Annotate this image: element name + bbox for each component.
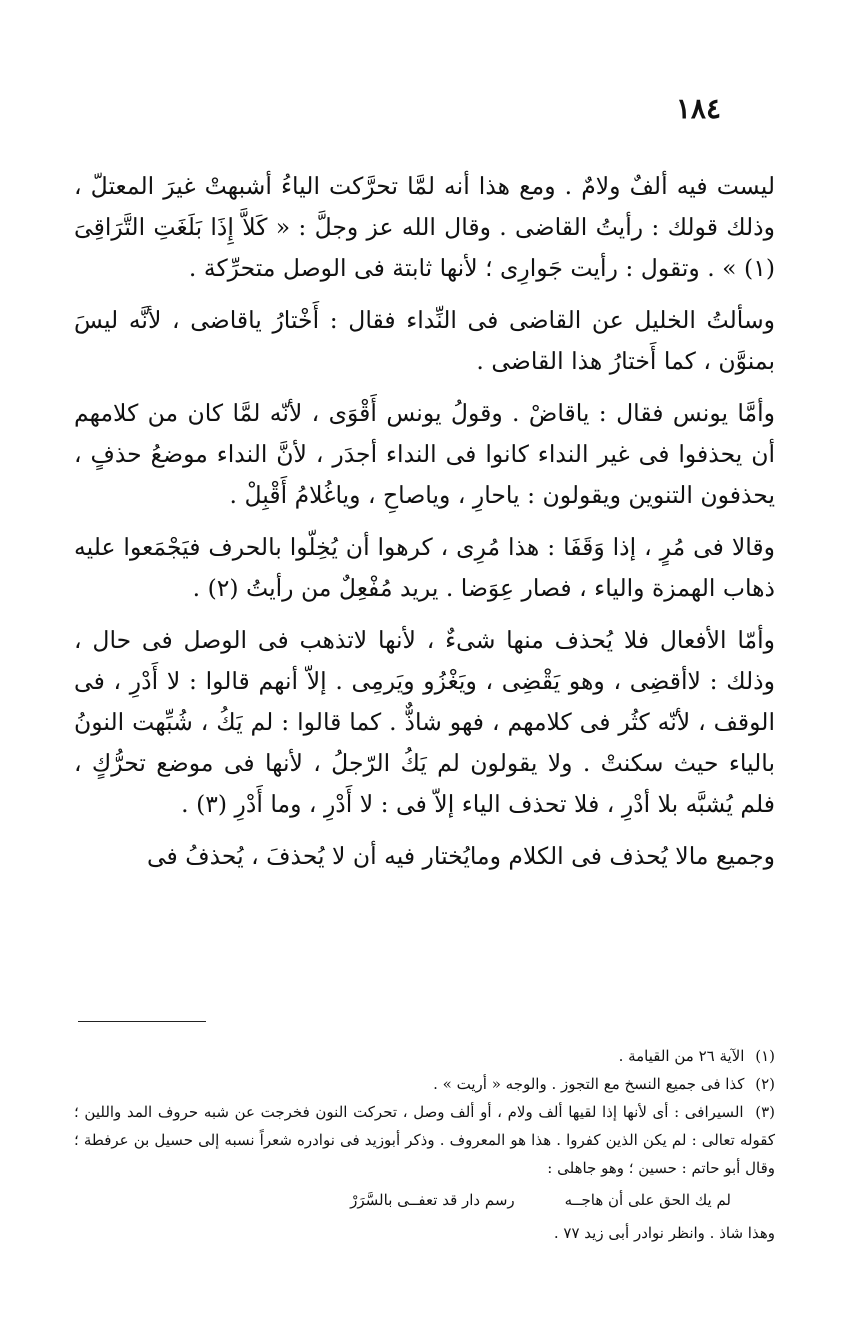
paragraph: وقالا فى مُرٍ ، إذا وَقَفَا : هذا مُرِى ، كرهوا أن يُخِلّوا بالحرف فيَجْمَعوا عليه ذهاب الهمزة والياء ، فصار عِوَضا . يريد مُفْعِلٌ من رأيتُ (٢) .	[74, 533, 775, 602]
footnote-text: السيرافى : أى لأنها إذا لقيها ألف ولام ، أو ألف وصل ، تحركت النون فخرجت عن شبه حروف المد واللين ؛ كقوله تعالى : لم يكن الذين كفروا . هذا هو المعروف . وذكر أبوزيد فى نوادره شعراً نسبه إلى حسيل بن عرفطة ؛ وقال أبو حاتم : حسين ؛ وهو جاهلى :	[74, 1103, 775, 1177]
footnote-2	[74, 1070, 775, 1098]
footnote-number: (٢)	[755, 1075, 775, 1093]
main-text	[74, 166, 775, 877]
footnote-text: الآية ٢٦ من القيامة .	[618, 1047, 745, 1065]
footnote-1	[74, 1042, 775, 1070]
footnote-3	[74, 1098, 775, 1182]
footnote-text: كذا فى جميع النسخ مع التجوز . والوجه « أريت » .	[433, 1075, 745, 1093]
paragraph: وسألتُ الخليل عن القاضى فى النِّداء فقال : أَخْتارُ ياقاضى ، لأنَّه ليسَ بمنوَّن ، كما أَختارُ هذا القاضى .	[74, 306, 775, 375]
footnote-number: (١)	[755, 1047, 775, 1065]
footnote-3-continuation: وهذا شاذ . وانظر نوادر أبى زيد ٧٧ .	[553, 1224, 775, 1242]
footnotes	[74, 1042, 775, 1248]
verse-second-hemistich: رسم دار قد تعفــى بالسَّرَرْ	[350, 1191, 515, 1209]
paragraph: وجميع مالا يُحذف فى الكلام ومايُختار فيه أن لا يُحذفَ ، يُحذفُ فى	[146, 842, 775, 870]
footnote-divider	[78, 1021, 206, 1022]
paragraph: وأمَّا يونس فقال : ياقاضْ . وقولُ يونس أَقْوَى ، لأنّه لمَّا كان من كلامهم أن يحذفوا فى غير النداء كانوا فى النداء أجدَر ، لأنَّ النداء موضعُ حذفٍ ، يحذفون التنوين ويقولون : ياحارِ ، وياصاحِ ، وياغُلامُ أَقْبِلْ .	[74, 399, 775, 509]
paragraph: وأمّا الأفعال فلا يُحذف منها شىءٌ ، لأنها لاتذهب فى الوصل فى حال ، وذلك : لاأقضِى ، وهو يَقْضِى ، ويَغْزُو ويَرمِى . إلاّ أنهم قالوا : لا أَدْرِ ، فى الوقف ، لأنّه كثُر فى كلامهم ، فهو شاذٌّ . كما قالوا : لم يَكُ ، شُبِّهت النونُ بالياء حيث سكنتْ . ولا يقولون لم يَكُ الرّجلُ ، لأنها فى موضع تحرُّكٍ ، فلم يُشبَّه بلا أدْرِ ، فلا تحذف الياء إلاّ فى : لا أَدْرِ ، وما أَدْرِ (٣) .	[74, 626, 775, 818]
page-number: ١٨٤	[675, 92, 721, 125]
footnote-number: (٣)	[755, 1103, 775, 1121]
verse-first-hemistich: لم يك الحق على أن هاجــه	[564, 1191, 731, 1209]
poetry-verse	[74, 1182, 775, 1218]
paragraph: ليست فيه ألفٌ ولامٌ . ومع هذا أنه لمَّا تحرَّكت الياءُ أشبهتْ غيرَ المعتلّ ، وذلك قولك : رأيتُ القاضى . وقال الله عز وجلَّ : « كَلاَّ إِذَا بَلَغَتِ التَّرَاقِىَ (١) » . وتقول : رأيت جَوارِى ؛ لأنها ثابتة فى الوصل متحرِّكة .	[74, 172, 775, 282]
